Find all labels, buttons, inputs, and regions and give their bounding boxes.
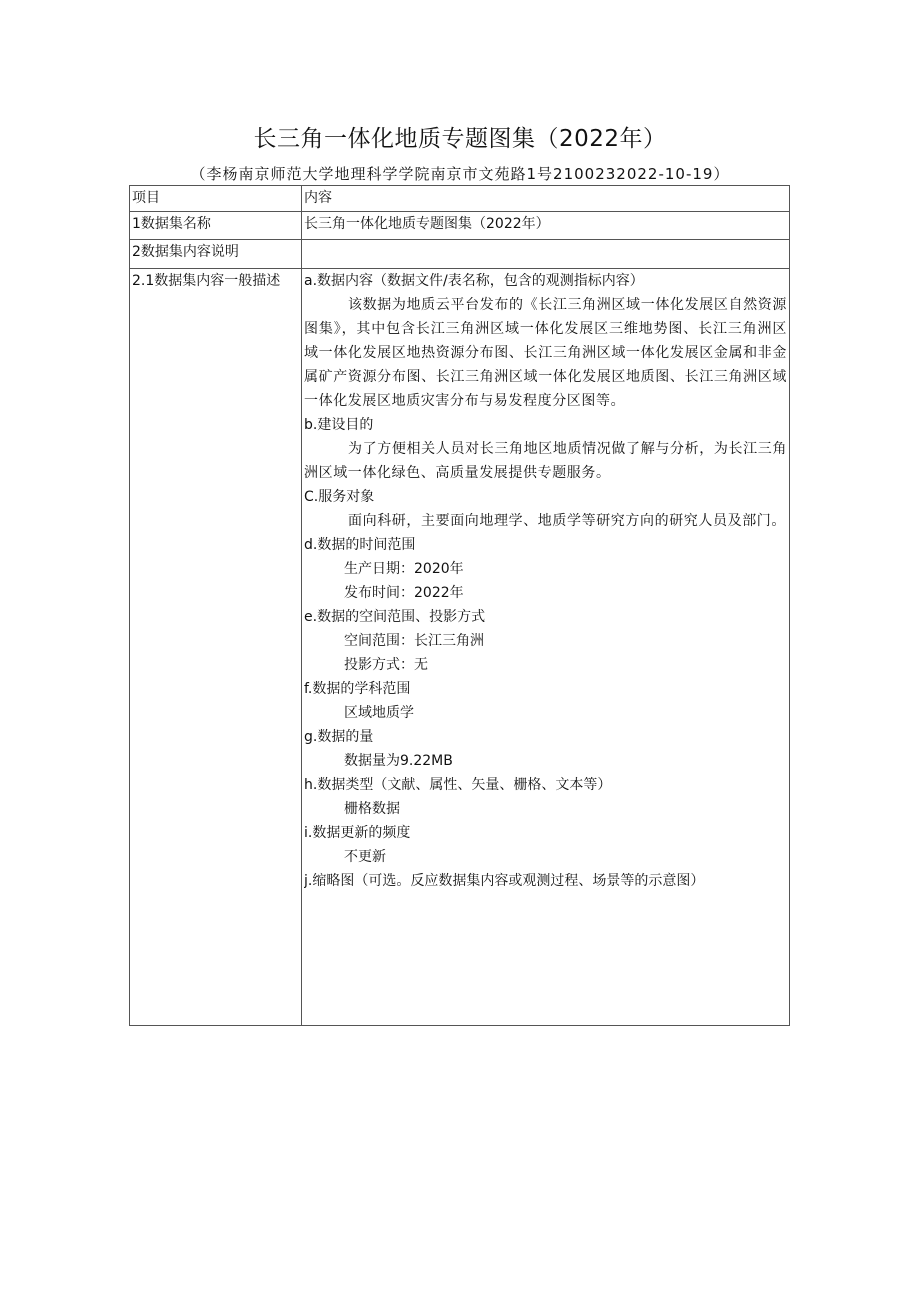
dataset-description-label: 2数据集内容说明 bbox=[130, 240, 302, 269]
data-volume: 数据量为9.22MB bbox=[344, 753, 453, 769]
header-item-cell: 项目 bbox=[130, 186, 302, 212]
data-type: 栅格数据 bbox=[344, 801, 400, 817]
table-row bbox=[130, 269, 790, 1026]
general-description-content bbox=[302, 269, 790, 1026]
dataset-description-value bbox=[302, 240, 790, 269]
section-j-heading: j.缩略图（可选。反应数据集内容或观测过程、场景等的示意图） bbox=[304, 873, 705, 889]
section-c-heading: C.服务对象 bbox=[304, 489, 375, 505]
section-h-heading: h.数据类型（文献、属性、矢量、栅格、文本等） bbox=[304, 777, 612, 793]
update-frequency: 不更新 bbox=[344, 849, 386, 865]
table-header-row bbox=[130, 186, 790, 212]
document-subtitle: （李杨南京师范大学地理科学学院南京市文苑路1号2100232022-10-19） bbox=[190, 165, 730, 183]
dataset-name-value: 长三角一体化地质专题图集（2022年） bbox=[302, 212, 790, 240]
table-row bbox=[130, 240, 790, 269]
section-d-heading: d.数据的时间范围 bbox=[304, 537, 416, 553]
section-a-text: 该数据为地质云平台发布的《长江三角洲区域一体化发展区自然资源图集》，其中包含长江三角洲区域一体化发展区三维地势图、长江三角洲区域一体化发展区地热资源分布图、长江三角洲区域一体化发展区金属和非金属矿产资源分布图、长江三角洲区域一体化发展区地质图、长江三角洲区域一体化发展区地质灾害分布与易发程度分区图等。 bbox=[304, 297, 787, 409]
section-b-heading: b.建设目的 bbox=[304, 417, 374, 433]
section-f-heading: f.数据的学科范围 bbox=[304, 681, 411, 697]
metadata-table bbox=[129, 185, 790, 1026]
table-row bbox=[130, 212, 790, 240]
projection-method: 投影方式：无 bbox=[344, 657, 428, 673]
header-content-cell: 内容 bbox=[302, 186, 790, 212]
release-date: 发布时间：2022年 bbox=[344, 585, 464, 601]
section-c-text: 面向科研，主要面向地理学、地质学等研究方向的研究人员及部门。 bbox=[348, 513, 786, 529]
section-b-text: 为了方便相关人员对长三角地区地质情况做了解与分析，为长江三角洲区域一体化绿色、高质量发展提供专题服务。 bbox=[304, 441, 787, 481]
production-date: 生产日期：2020年 bbox=[344, 561, 464, 577]
spatial-range: 空间范围：长江三角洲 bbox=[344, 633, 484, 649]
section-i-heading: i.数据更新的频度 bbox=[304, 825, 411, 841]
discipline-range: 区域地质学 bbox=[344, 705, 414, 721]
dataset-name-label: 1数据集名称 bbox=[130, 212, 302, 240]
general-description-label: 2.1数据集内容一般描述 bbox=[130, 269, 302, 1026]
document-title: 长三角一体化地质专题图集（2022年） bbox=[253, 126, 667, 152]
section-e-heading: e.数据的空间范围、投影方式 bbox=[304, 609, 486, 625]
section-g-heading: g.数据的量 bbox=[304, 729, 374, 745]
section-a-heading: a.数据内容（数据文件/表名称，包含的观测指标内容） bbox=[304, 273, 644, 289]
